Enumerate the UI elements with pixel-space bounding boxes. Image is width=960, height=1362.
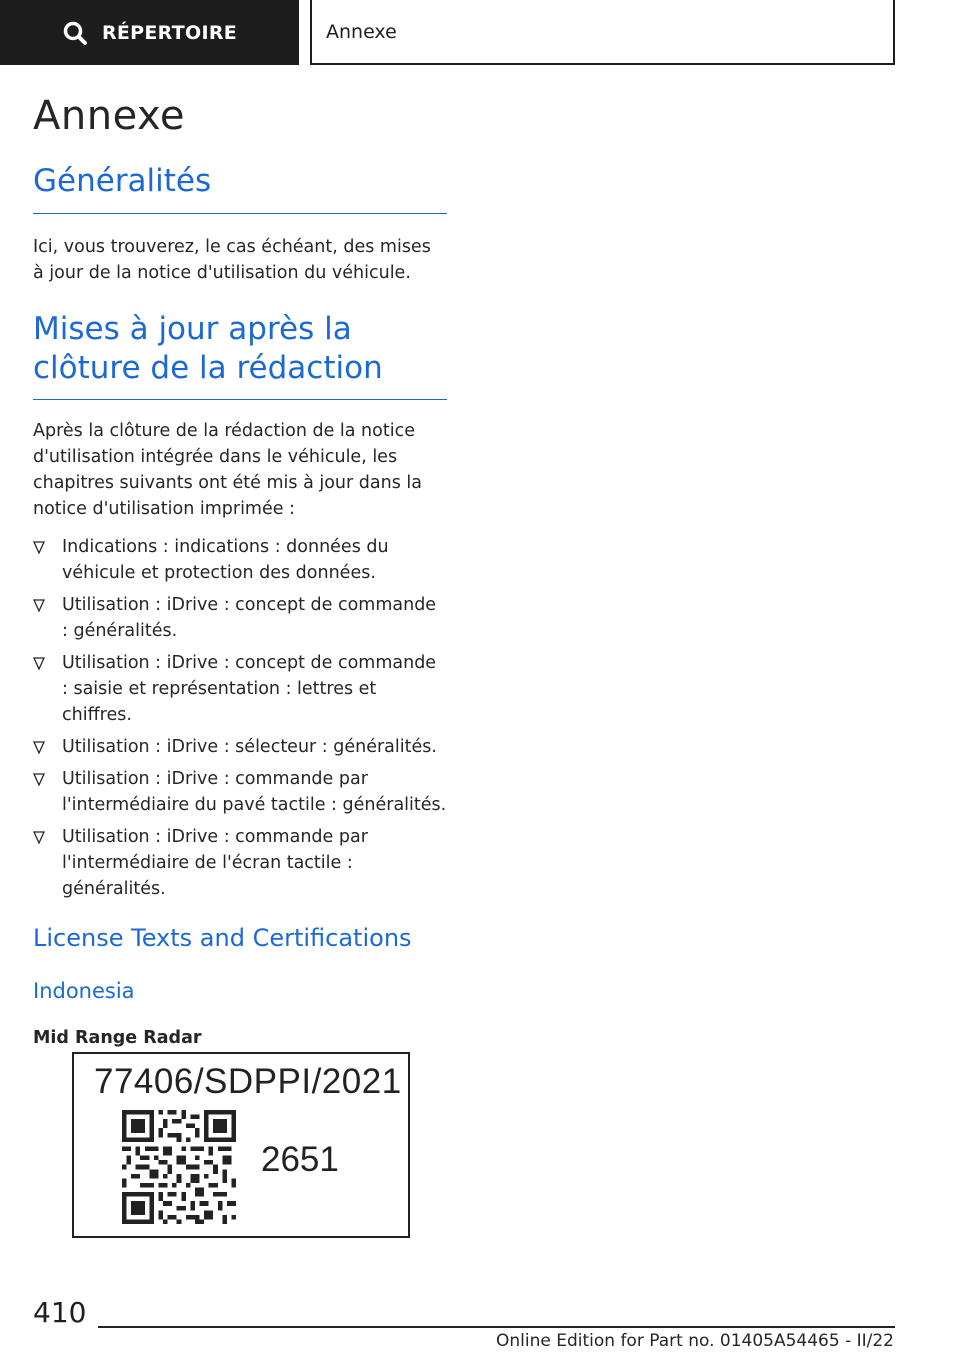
list-item [33, 592, 447, 644]
section-heading-generalites: Généralités [33, 162, 447, 214]
section-heading-mises-a-jour: Mises à jour après la clôture de la rédaction [33, 310, 447, 401]
bullet-triangle-icon [33, 741, 45, 754]
repertoire-button[interactable] [0, 0, 299, 65]
certificate-code: 2651 [261, 1140, 339, 1179]
repertoire-label: RÉPERTOIRE [101, 21, 238, 44]
bullet-triangle-icon [33, 773, 45, 786]
license-heading: License Texts and Certifications [33, 924, 412, 953]
section-paragraph-generalites: Ici, vous trouverez, le cas échéant, des mises à jour de la notice d'utilisation du véhicule. [33, 236, 431, 283]
list-item-text: Indications : indications : données du véhicule et protection des données. [62, 537, 389, 584]
page-number: 410 [33, 1296, 87, 1329]
list-item-text: Utilisation : iDrive : commande par l'intermédiaire de l'écran tactile : généralités. [62, 827, 368, 900]
breadcrumb-label: Annexe [326, 20, 397, 43]
mid-range-radar-label: Mid Range Radar [33, 1028, 202, 1049]
breadcrumb [310, 0, 895, 65]
search-icon [62, 20, 88, 46]
list-item [33, 734, 447, 760]
section-paragraph-mises-a-jour: Après la clôture de la rédaction de la notice d'utilisation intégrée dans le véhicule, les chapitres suivants ont été mis à jour dans la notice d'utilisation imprimée : [33, 421, 422, 520]
certificate-number: 77406/SDPPI/2021 [94, 1062, 402, 1101]
list-item-text: Utilisation : iDrive : commande par l'intermédiaire du pavé tactile : généralités. [62, 769, 447, 816]
main-content [33, 92, 447, 1048]
list-item [33, 534, 447, 586]
list-item-text: Utilisation : iDrive : sélecteur : généralités. [62, 737, 437, 758]
list-item [33, 650, 447, 728]
list-item-text: Utilisation : iDrive : concept de commande : saisie et représentation : lettres et chiffres. [62, 653, 437, 726]
list-item [33, 824, 447, 902]
qr-code-icon [122, 1110, 236, 1224]
bullet-triangle-icon [33, 599, 45, 612]
indonesia-heading: Indonesia [33, 979, 135, 1004]
list-item [33, 766, 447, 818]
bullet-triangle-icon [33, 831, 45, 844]
footer-edition: Online Edition for Part no. 01405A54465 - II/22 [495, 1331, 894, 1351]
certification-label [72, 1052, 410, 1238]
footer-divider [98, 1326, 895, 1328]
page-title: Annexe [33, 93, 186, 139]
top-bar [0, 0, 960, 66]
update-list [33, 534, 447, 902]
list-item-text: Utilisation : iDrive : concept de commande : généralités. [62, 595, 437, 642]
bullet-triangle-icon [33, 541, 45, 554]
bullet-triangle-icon [33, 657, 45, 670]
